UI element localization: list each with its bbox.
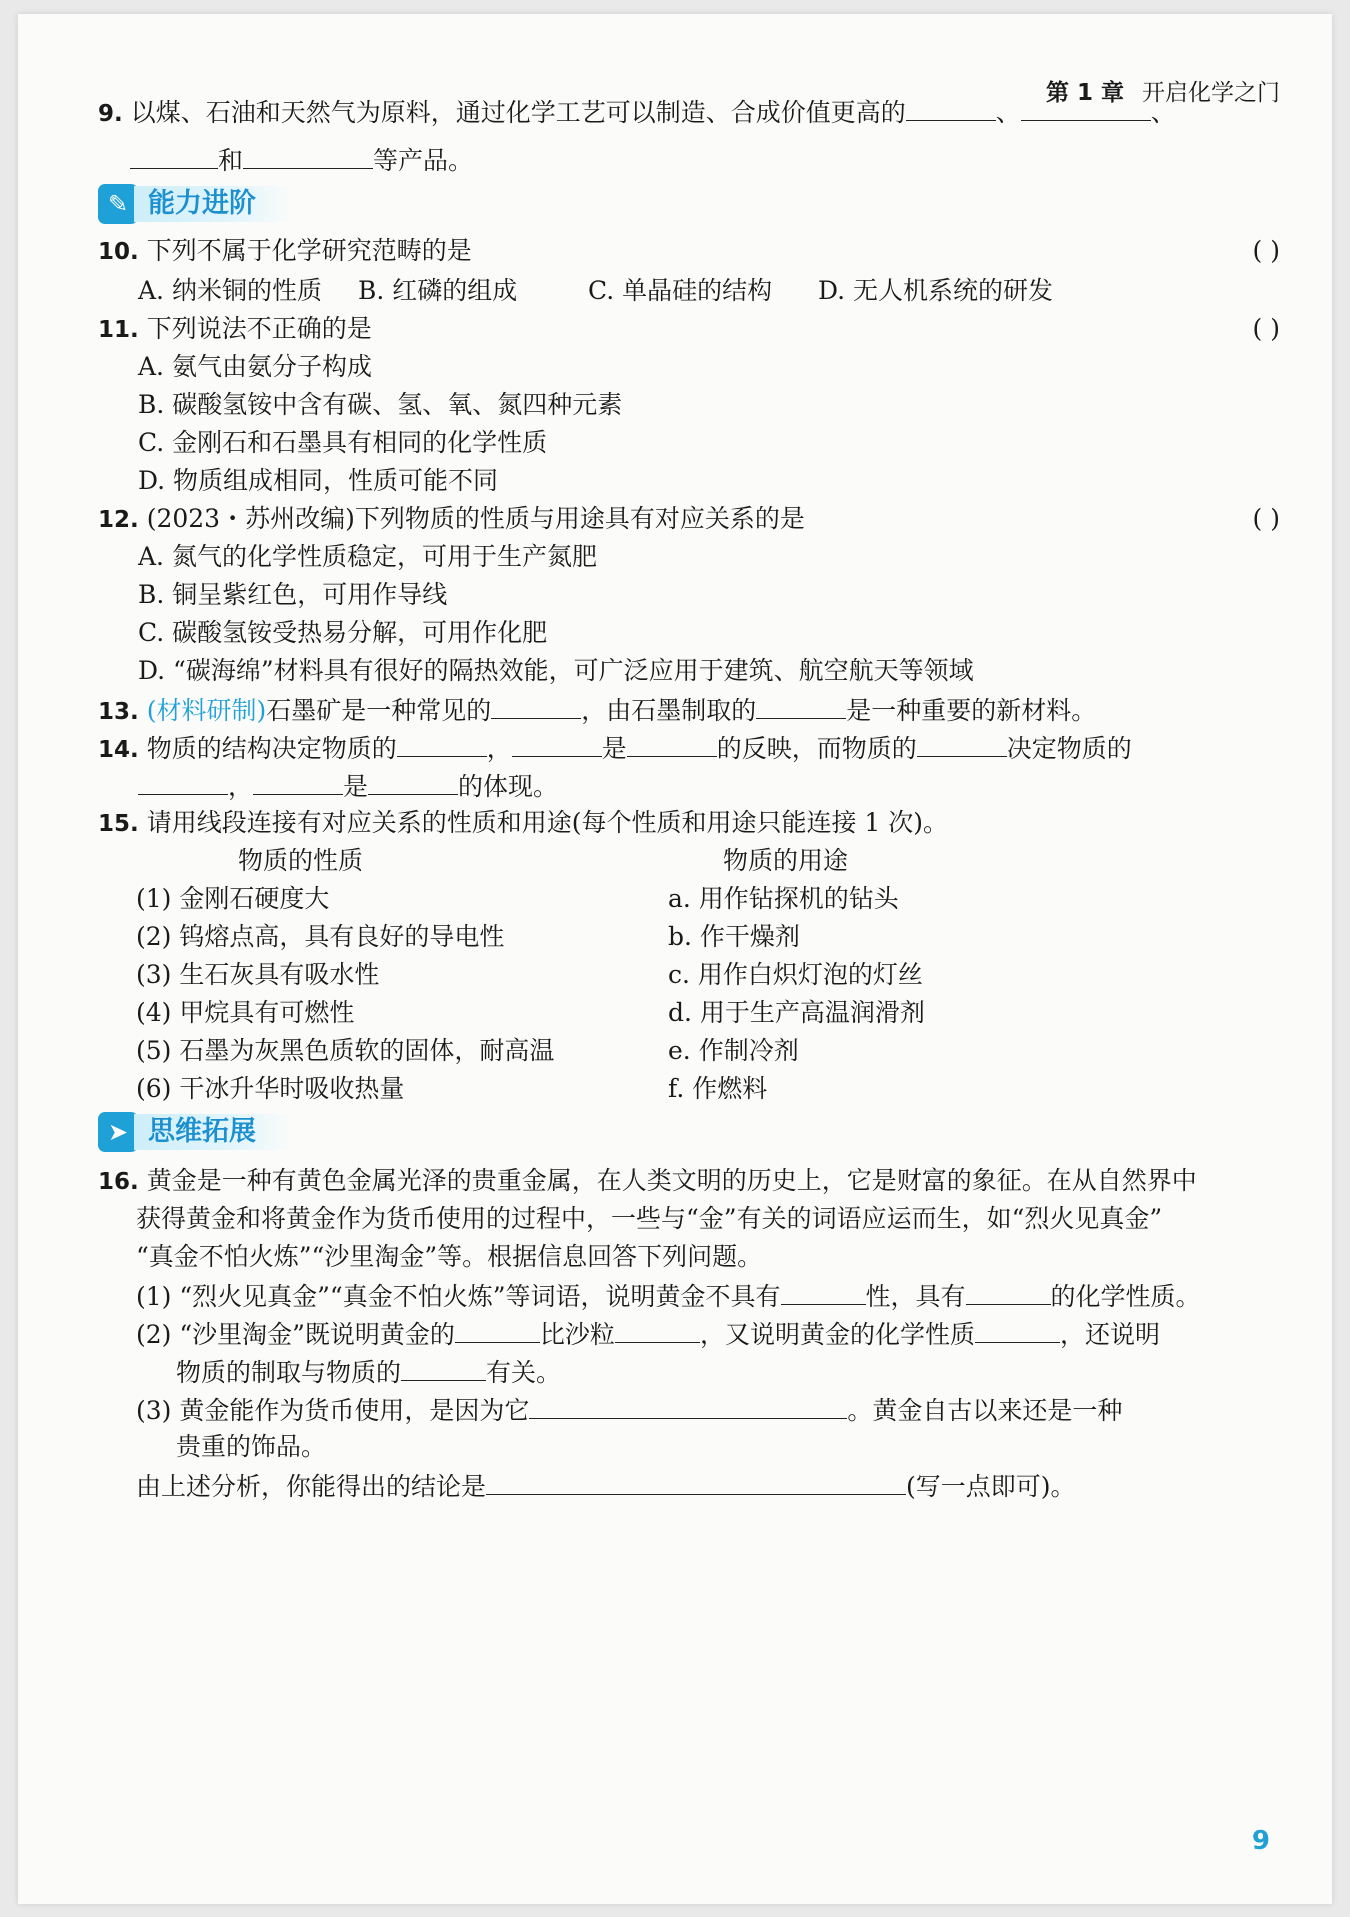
option-d: D. 无人机系统的研发 bbox=[818, 276, 1054, 305]
use-item[interactable]: c. 用作白炽灯泡的灯丝 bbox=[668, 960, 923, 989]
question-text: ，由石墨制取的 bbox=[581, 696, 757, 725]
question-number: 9. bbox=[98, 101, 123, 127]
answer-paren[interactable]: ( ) bbox=[1252, 504, 1280, 533]
section-title: 能力进阶 bbox=[134, 186, 292, 222]
answer-blank[interactable] bbox=[130, 144, 218, 169]
section-banner-ability bbox=[98, 184, 318, 224]
question-text: 是 bbox=[601, 734, 627, 763]
use-item[interactable]: e. 作制冷剂 bbox=[668, 1036, 799, 1065]
use-item[interactable]: f. 作燃料 bbox=[668, 1074, 768, 1103]
question-text: (3) 黄金能作为货币使用，是因为它 bbox=[136, 1396, 530, 1425]
question-text: 是 bbox=[343, 772, 369, 801]
chapter-title: 开启化学之门 bbox=[1142, 80, 1280, 106]
answer-blank[interactable] bbox=[138, 770, 228, 795]
question-text: 下列说法不正确的是 bbox=[146, 314, 372, 343]
question-16-line1 bbox=[98, 1166, 1197, 1197]
answer-blank[interactable] bbox=[1021, 96, 1151, 121]
question-number: 11. bbox=[98, 317, 139, 343]
question-text: 比沙粒 bbox=[539, 1320, 615, 1349]
question-text: 性，具有 bbox=[865, 1282, 966, 1311]
property-item[interactable]: (4) 甲烷具有可燃性 bbox=[136, 998, 355, 1027]
question-text: ，又说明黄金的化学性质 bbox=[699, 1320, 975, 1349]
question-text: 的化学性质。 bbox=[1050, 1282, 1201, 1311]
question-text: 下列物质的性质与用途具有对应关系的是 bbox=[354, 504, 805, 533]
answer-blank[interactable] bbox=[906, 96, 996, 121]
worksheet-page bbox=[18, 14, 1332, 1904]
answer-blank[interactable] bbox=[397, 732, 487, 757]
question-source: (2023・苏州改编) bbox=[146, 504, 355, 533]
answer-blank[interactable] bbox=[253, 770, 343, 795]
question-number: 15. bbox=[98, 811, 139, 837]
question-text: (2) “沙里淘金”既说明黄金的 bbox=[136, 1320, 455, 1349]
question-text: 请用线段连接有对应关系的性质和用途(每个性质和用途只能连接 1 次)。 bbox=[146, 808, 949, 837]
chapter-number: 第 1 章 bbox=[1045, 80, 1124, 106]
question-number: 13. bbox=[98, 699, 139, 725]
question-number: 10. bbox=[98, 239, 139, 265]
paper-plane-icon: ➤ bbox=[98, 1112, 138, 1152]
question-16-part2-line2 bbox=[176, 1356, 561, 1388]
property-item[interactable]: (1) 金刚石硬度大 bbox=[136, 884, 330, 913]
question-text: (写一点即可)。 bbox=[906, 1472, 1076, 1501]
answer-blank[interactable] bbox=[243, 144, 373, 169]
answer-blank[interactable] bbox=[455, 1318, 540, 1343]
property-item[interactable]: (6) 干冰升华时吸收热量 bbox=[136, 1074, 405, 1103]
question-text: 石墨矿是一种常见的 bbox=[266, 696, 492, 725]
question-number: 16. bbox=[98, 1169, 139, 1195]
question-text: 是一种重要的新材料。 bbox=[846, 696, 1097, 725]
answer-blank[interactable] bbox=[615, 1318, 700, 1343]
pencil-icon: ✎ bbox=[98, 184, 138, 224]
question-text: 的体现。 bbox=[458, 772, 559, 801]
option-c: C. 碳酸氢铵受热易分解，可用作化肥 bbox=[138, 618, 548, 647]
question-10-stem bbox=[98, 236, 472, 267]
answer-blank[interactable] bbox=[966, 1280, 1051, 1305]
option-a: A. 氮气的化学性质稳定，可用于生产氮肥 bbox=[138, 542, 597, 571]
question-text: 的反映，而物质的 bbox=[716, 734, 917, 763]
punctuation: ， bbox=[486, 734, 512, 763]
option-b: B. 红磷的组成 bbox=[358, 276, 518, 305]
question-text: 物质的结构决定物质的 bbox=[146, 734, 397, 763]
column-header-properties: 物质的性质 bbox=[238, 846, 364, 875]
answer-blank[interactable] bbox=[756, 694, 846, 719]
use-item[interactable]: b. 作干燥剂 bbox=[668, 922, 800, 951]
answer-blank[interactable] bbox=[627, 732, 717, 757]
option-a: A. 氨气由氨分子构成 bbox=[138, 352, 372, 381]
answer-paren[interactable]: ( ) bbox=[1252, 314, 1280, 343]
use-item[interactable]: d. 用于生产高温润滑剂 bbox=[668, 998, 925, 1027]
question-15-stem bbox=[98, 808, 948, 839]
option-d: D. “碳海绵”材料具有很好的隔热效能，可广泛应用于建筑、航空航天等领域 bbox=[138, 656, 974, 685]
answer-paren[interactable]: ( ) bbox=[1252, 236, 1280, 265]
section-title: 思维拓展 bbox=[134, 1114, 292, 1150]
question-text: 。黄金自古以来还是一种 bbox=[847, 1396, 1123, 1425]
property-item[interactable]: (2) 钨熔点高，具有良好的导电性 bbox=[136, 922, 505, 951]
question-16-part1 bbox=[136, 1280, 1201, 1312]
question-14-line2 bbox=[138, 770, 558, 802]
punctuation: 、 bbox=[1150, 98, 1176, 127]
option-b: B. 铜呈紫红色，可用作导线 bbox=[138, 580, 448, 609]
answer-blank[interactable] bbox=[368, 770, 458, 795]
question-11-stem bbox=[98, 314, 372, 345]
question-text: 物质的制取与物质的 bbox=[176, 1358, 402, 1387]
property-item[interactable]: (3) 生石灰具有吸水性 bbox=[136, 960, 380, 989]
answer-blank[interactable] bbox=[491, 694, 581, 719]
question-text: 和 bbox=[218, 146, 244, 175]
question-text: 由上述分析，你能得出的结论是 bbox=[136, 1472, 487, 1501]
option-b: B. 碳酸氢铵中含有碳、氢、氧、氮四种元素 bbox=[138, 390, 623, 419]
question-12-stem bbox=[98, 504, 805, 535]
question-number: 14. bbox=[98, 737, 139, 763]
question-text: 决定物质的 bbox=[1006, 734, 1132, 763]
question-9-line1 bbox=[98, 96, 1176, 129]
option-d: D. 物质组成相同，性质可能不同 bbox=[138, 466, 499, 495]
question-14-line1 bbox=[98, 732, 1132, 765]
column-header-uses: 物质的用途 bbox=[723, 846, 849, 875]
option-c: C. 金刚石和石墨具有相同的化学性质 bbox=[138, 428, 548, 457]
question-13 bbox=[98, 694, 1096, 727]
question-16-conclusion bbox=[136, 1470, 1076, 1502]
option-a: A. 纳米铜的性质 bbox=[138, 276, 322, 305]
question-text: 等产品。 bbox=[373, 146, 474, 175]
section-banner-thinking bbox=[98, 1112, 318, 1152]
question-16-part2-line1 bbox=[136, 1318, 1160, 1350]
question-tag: (材料研制) bbox=[146, 696, 267, 725]
question-text: “真金不怕火炼”“沙里淘金”等。根据信息回答下列问题。 bbox=[136, 1242, 763, 1271]
question-text: 下列不属于化学研究范畴的是 bbox=[146, 236, 472, 265]
page-number: 9 bbox=[1251, 1826, 1270, 1856]
question-16-part3-line1 bbox=[136, 1394, 1122, 1426]
question-16-part3-line2: 贵重的饰品。 bbox=[176, 1432, 327, 1461]
question-text: 黄金是一种有黄色金属光泽的贵重金属，在人类文明的历史上，它是财富的象征。在从自然界中 bbox=[146, 1166, 1197, 1195]
property-item[interactable]: (5) 石墨为灰黑色质软的固体，耐高温 bbox=[136, 1036, 555, 1065]
use-item[interactable]: a. 用作钻探机的钻头 bbox=[668, 884, 899, 913]
option-c: C. 单晶硅的结构 bbox=[588, 276, 773, 305]
question-text: 获得黄金和将黄金作为货币使用的过程中，一些与“金”有关的词语应运而生，如“烈火见真金” bbox=[136, 1204, 1163, 1233]
answer-blank[interactable] bbox=[512, 732, 602, 757]
answer-blank[interactable] bbox=[486, 1470, 906, 1495]
answer-blank[interactable] bbox=[917, 732, 1007, 757]
question-text: (1) “烈火见真金”“真金不怕火炼”等词语，说明黄金不具有 bbox=[136, 1282, 781, 1311]
punctuation: 、 bbox=[995, 98, 1021, 127]
question-number: 12. bbox=[98, 507, 139, 533]
question-text: 以煤、石油和天然气为原料，通过化学工艺可以制造、合成价值更高的 bbox=[130, 98, 906, 127]
answer-blank[interactable] bbox=[401, 1356, 486, 1381]
answer-blank[interactable] bbox=[975, 1318, 1060, 1343]
question-text: 有关。 bbox=[486, 1358, 562, 1387]
question-9-line2 bbox=[130, 144, 473, 176]
punctuation: ， bbox=[228, 772, 254, 801]
answer-blank[interactable] bbox=[781, 1280, 866, 1305]
answer-blank[interactable] bbox=[529, 1394, 847, 1419]
question-text: ，还说明 bbox=[1059, 1320, 1160, 1349]
